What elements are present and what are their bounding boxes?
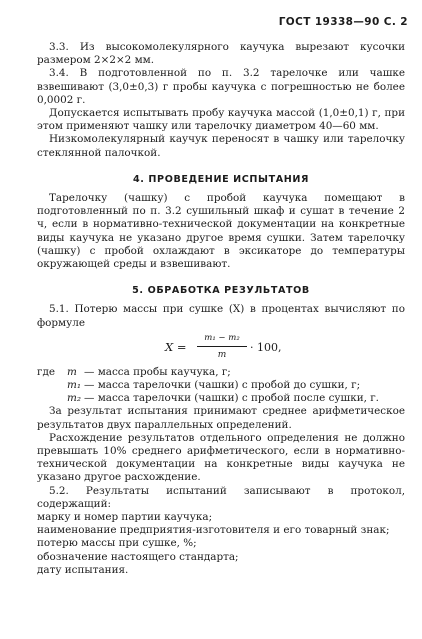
legend-row: [37, 366, 405, 379]
legend-row: [37, 379, 405, 392]
paragraph-4: Тарелочку (чашку) с пробой каучука помещают в подготовленный по п. 3.2 сушильный шкаф и сушат в течение 2 ч, если в нормативно-технической документации на конкретные виды каучука не указано другое время сушки. Затем тарелочку (чашку) с пробой охлаждают в эксикаторе до температуры окружающей среды и взвешивают.: [37, 192, 405, 271]
list-item: наименование предприятия-изготовителя и его товарный знак;: [37, 524, 390, 537]
paragraph-5-1: 5.1. Потерю массы при сушке (X) в процентах вычисляют по формуле: [37, 303, 405, 329]
formula-lhs: X =: [165, 339, 187, 354]
list-item: дату испытания.: [37, 563, 129, 576]
paragraph-3-4-alt: Допускается испытывать пробу каучука массой (1,0±0,1) г, при этом применяют чашку или тарелочку диаметром 40—60 мм.: [37, 107, 405, 133]
formula-multiplier: · 100,: [250, 340, 282, 354]
paragraph-3-3: 3.3. Из высокомолекулярного каучука вырезают кусочки размером 2×2×2 мм.: [37, 41, 405, 67]
paragraph-5-1-result: За результат испытания принимают среднее арифметическое результатов двух параллельных определений.: [37, 405, 405, 431]
paragraph-3-4-low: Низкомолекулярный каучук переносят в чашку или тарелочку стеклянной палочкой.: [37, 133, 405, 159]
document-body: [37, 41, 405, 577]
formula-numerator: m₁ − m₂: [204, 332, 240, 343]
list-item: марку и номер партии каучука;: [37, 511, 213, 524]
formula-fraction-bar: [197, 346, 247, 347]
legend-symbol: m₁: [67, 379, 82, 392]
paragraph-5-1-tolerance: Расхождение результатов отдельного определения не должно превышать 10% среднего арифметического, если в нормативно-технической документации на конкретные виды каучука не указано другое расхождение.: [37, 431, 405, 484]
legend-text: — масса тарелочки (чашки) с пробой после сушки, г.: [84, 392, 379, 405]
legend-symbol: m: [67, 365, 77, 378]
formula-legend: [37, 366, 405, 406]
section-4-title: 4. ПРОВЕДЕНИЕ ИСПЫТАНИЯ: [132, 173, 310, 185]
legend-symbol: m₂: [67, 392, 82, 405]
formula: [37, 332, 405, 362]
legend-prefix: где: [37, 365, 55, 378]
paragraph-3-4: 3.4. В подготовленной по п. 3.2 тарелочке или чашке взвешивают (3,0±0,3) г пробы каучука с погрешностью не более 0,0002 г.: [37, 67, 405, 106]
formula-denominator: m: [217, 349, 227, 360]
list-item: обозначение настоящего стандарта;: [37, 550, 239, 563]
section-5-title: 5. ОБРАБОТКА РЕЗУЛЬТАТОВ: [132, 285, 310, 297]
legend-row: [37, 392, 405, 405]
paragraph-5-2: 5.2. Результаты испытаний записывают в протокол, содержащий:: [37, 484, 405, 510]
page-header: ГОСТ 19338—90 С. 2: [278, 16, 408, 28]
protocol-list: [37, 511, 405, 577]
list-item: потерю массы при сушке, %;: [37, 537, 197, 550]
legend-text: — масса пробы каучука, г;: [84, 365, 231, 378]
legend-text: — масса тарелочки (чашки) с пробой до сушки, г;: [84, 379, 361, 392]
